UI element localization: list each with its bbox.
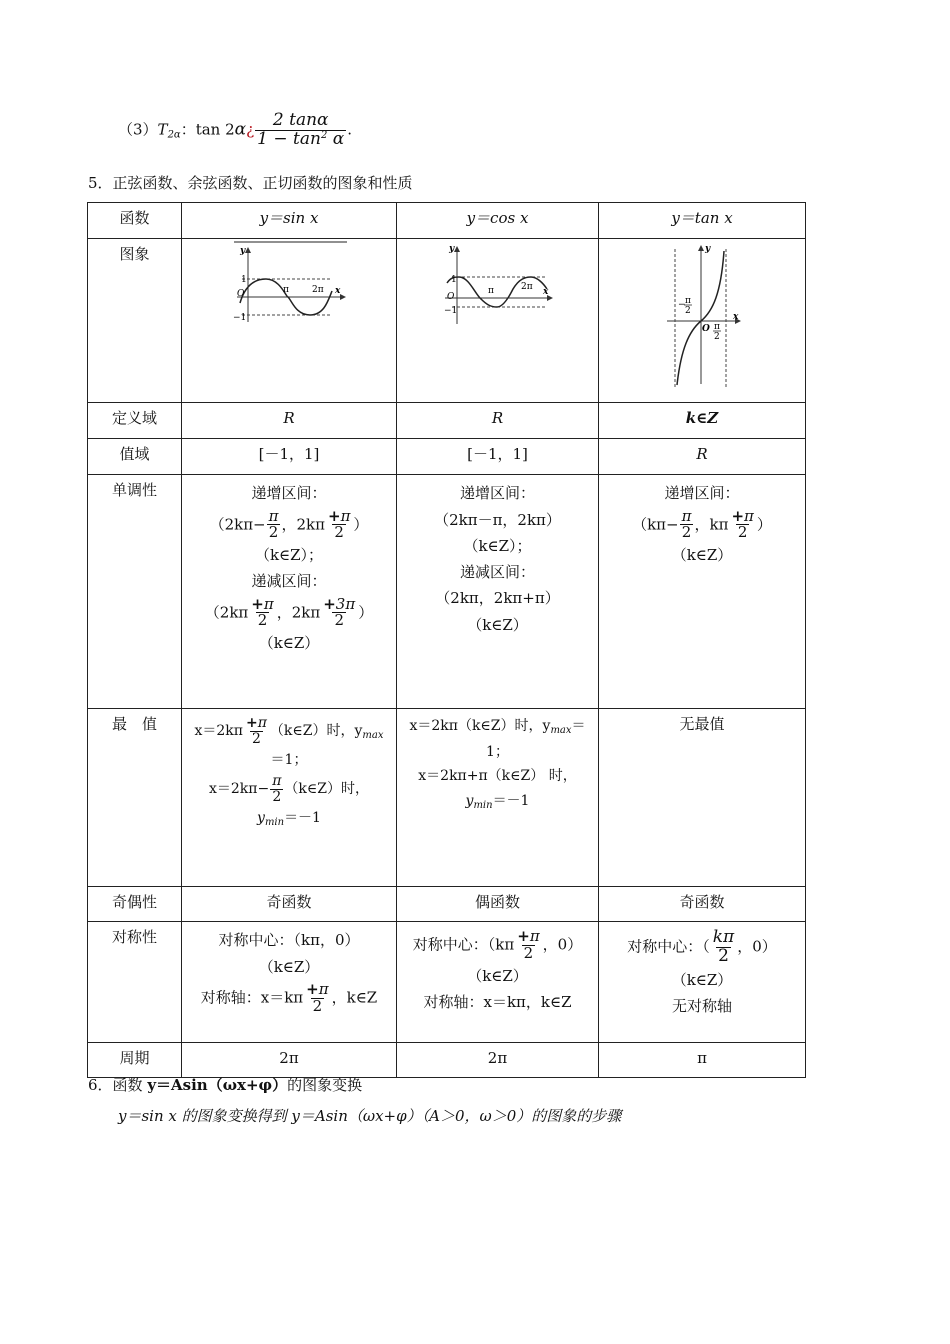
two-den: 2 [312, 996, 323, 1015]
parity-tan: 奇函数 [599, 887, 806, 922]
cos-inc-label: 递增区间： [459, 484, 535, 503]
den-part-a: 1 − ta [257, 128, 311, 149]
plus-sign: + [517, 927, 530, 946]
sin-max-a: x＝2kπ [194, 723, 243, 740]
plus-sign: + [245, 715, 258, 732]
pi-num: π [257, 715, 267, 732]
row-extremum [88, 709, 806, 887]
pi-num: π [318, 979, 329, 998]
cos-sym-center [401, 929, 594, 962]
two-den: 2 [523, 944, 534, 962]
plus-sign: + [327, 506, 341, 525]
tan-sym-axis: 无对称轴 [671, 997, 732, 1016]
cos-sym-axis: 对称轴：x＝kπ，k∈Z [423, 993, 572, 1011]
range-sin: [－1，1] [182, 439, 397, 475]
cos-min-value: ＝－1 [492, 793, 530, 810]
cos-min-line1: x＝2kπ+π（k∈Z） 时， [418, 768, 577, 785]
sin-min-b: （k∈Z）时， [284, 781, 369, 798]
cos-neg1: −1 [444, 306, 458, 316]
tan-sym-kz: （k∈Z） [671, 970, 733, 989]
tan-inc-label: 递增区间： [664, 484, 740, 503]
tan-inc-frac2 [729, 506, 755, 542]
cos-one: 1 [451, 275, 457, 285]
two-den: 2 [257, 611, 268, 630]
formula-alpha: α [234, 119, 247, 140]
sin-dec-label: 递减区间： [251, 572, 327, 591]
section-6-title [88, 1074, 362, 1095]
threepi-num: 3π [335, 594, 356, 613]
period-sin: 2π [182, 1043, 397, 1078]
sin-max-b: （k∈Z）时，y [269, 723, 363, 740]
pi-num: π [263, 594, 274, 613]
sin-sym-kz: （k∈Z） [258, 957, 320, 976]
hdr-function: 函数 [88, 203, 182, 239]
tan-pos-two: 2 [714, 332, 720, 342]
pi-num: π [268, 506, 279, 525]
mono-sin [182, 475, 397, 709]
domain-label: 定义域 [88, 403, 182, 439]
sym-cos [397, 922, 599, 1043]
tan-neg-sign: − [678, 300, 686, 310]
hdr-tan-text: y＝tan x [671, 209, 733, 227]
sin-one: 1 [241, 275, 247, 285]
sin-x-arrow [340, 294, 346, 300]
tan-center-b: ，0） [737, 937, 777, 956]
cos-graph [397, 239, 599, 395]
sym-sin [182, 922, 397, 1043]
sin-pi: π [283, 285, 289, 295]
sin-inc-b: ，2kπ [281, 514, 325, 533]
domain-cos [397, 403, 599, 439]
period-cos: 2π [397, 1043, 599, 1078]
cos-min-sub: min [473, 800, 493, 812]
sin-inc-label: 递增区间： [251, 484, 327, 503]
sin-dec-interval [186, 594, 392, 630]
mono-tan [599, 475, 806, 709]
two-den: 2 [737, 523, 748, 542]
sin-dec-c: ） [358, 602, 374, 621]
section-6-formula: y＝Asin（ωx+φ） [147, 1076, 288, 1094]
plus-sign: + [323, 594, 336, 613]
sin-sym-axis [186, 979, 392, 1015]
max-cos [397, 709, 599, 887]
hdr-tan [599, 203, 806, 239]
sin-sym-center: 对称中心：（kπ，0） [218, 931, 360, 950]
tan-inc-b: ，kπ [694, 514, 729, 533]
cos-min-y: y [465, 793, 474, 810]
cos-inc-kz: （k∈Z）； [463, 536, 532, 555]
cos-y-arrow [454, 246, 460, 252]
tan-center-a: 对称中心：（ [627, 937, 710, 956]
max-tan: 无最值 [599, 709, 806, 887]
row-monotonicity [88, 475, 806, 709]
cos-sym-kz: （k∈Z） [467, 966, 528, 985]
sin-graph [182, 239, 397, 395]
graph-sin-cell [182, 239, 397, 403]
formula-t: T [157, 120, 168, 139]
tan-graph [599, 239, 806, 395]
sin-max-frac [244, 716, 269, 746]
cos-inc-interval: （2kπ－π，2kπ） [434, 510, 561, 529]
two-den: 2 [268, 523, 279, 542]
row-domain [88, 403, 806, 439]
kpi-num: kπ [712, 927, 735, 948]
tan-x-label: x [733, 312, 739, 322]
row-symmetry [88, 922, 806, 1043]
two-den: 2 [272, 789, 282, 805]
max-label: 最 值 [88, 709, 182, 887]
tan-inc-interval [603, 506, 801, 542]
sin-inc-frac1 [267, 506, 281, 542]
sin-dec-frac2 [321, 594, 357, 630]
pi-num: π [744, 506, 754, 525]
sin-origin: O [237, 289, 245, 299]
formula-denominator [255, 130, 346, 149]
hdr-cos-text: y＝cos x [466, 209, 529, 227]
sin-dec-frac1 [249, 594, 275, 630]
den-part-b: α [327, 128, 345, 149]
domain-tan-text: k∈Z [685, 409, 719, 428]
sin-x-label: x [335, 286, 341, 296]
plus-sign: + [306, 979, 319, 998]
tan-inc-kz: （k∈Z） [671, 546, 733, 564]
sin-inc-a: （2kπ− [209, 514, 266, 533]
sin-y-label: y [240, 246, 246, 256]
sin-dec-a: （2kπ [204, 602, 249, 621]
sin-y-arrow [245, 247, 251, 253]
plus-sign: + [731, 506, 745, 525]
hdr-cos [397, 203, 599, 239]
cos-center-frac [515, 929, 541, 962]
graph-cos-cell [397, 239, 599, 403]
parity-cos: 偶函数 [397, 887, 599, 922]
cos-y-label: y [449, 244, 455, 254]
mono-label: 单调性 [88, 475, 182, 709]
cos-origin: O [447, 292, 455, 302]
pi-num: π [340, 506, 351, 525]
sin-min-sub: min [264, 816, 285, 828]
period-tan: π [599, 1043, 806, 1078]
tan-y-label: y [705, 244, 711, 254]
plus-sign: + [251, 594, 264, 613]
row-graph [88, 239, 806, 403]
pi-num: π [681, 506, 692, 525]
sin-axis-a: 对称轴：x＝kπ [200, 988, 304, 1006]
tan-sym-center [603, 929, 801, 966]
formula-numerator: 2 tanα [272, 110, 329, 130]
cos-min-line2 [401, 791, 594, 814]
domain-tan [599, 403, 806, 439]
tan-inc-a: （kπ− [632, 514, 679, 533]
pi-num: π [529, 927, 540, 946]
cos-dec-label: 递减区间： [459, 563, 535, 581]
sin-axis-b: ，k∈Z [331, 988, 378, 1006]
tan-inc-c: ） [756, 514, 772, 533]
formula-colon: ：tan 2 [180, 120, 235, 139]
cos-x-label: x [543, 287, 549, 297]
range-tan-text: R [696, 445, 708, 464]
cos-max-line1 [401, 716, 594, 739]
sin-max-sub: max [362, 730, 384, 742]
sin-inc-frac2 [326, 506, 352, 542]
sin-dec-kz: （k∈Z） [258, 634, 320, 652]
two-den: 2 [334, 611, 344, 630]
formula-glyph: ¿ [246, 120, 255, 139]
trig-properties-table [87, 202, 806, 1078]
sym-tan [599, 922, 806, 1043]
mono-cos [397, 475, 599, 709]
pi-num: π [272, 773, 282, 790]
row-parity [88, 887, 806, 922]
formula-fraction [255, 112, 346, 149]
section-6-body: y＝sin x 的图象变换得到 y＝Asin（ωx+φ）（A＞0，ω＞0）的图象的步骤 [118, 1107, 622, 1125]
tan-center-frac [711, 929, 736, 966]
row-period [88, 1043, 806, 1078]
max-sin [182, 709, 397, 887]
sym-label: 对称性 [88, 922, 182, 1043]
range-label: 值域 [88, 439, 182, 475]
sin-min-line1 [186, 774, 392, 804]
range-cos: [－1，1] [397, 439, 599, 475]
graph-label: 图象 [88, 239, 182, 403]
sin-min-line2 [186, 808, 392, 831]
graph-tan-cell [599, 239, 806, 403]
sin-inc-c: ） [353, 514, 369, 533]
formula-label: （3） [118, 120, 158, 139]
sin-max-line1 [186, 716, 392, 746]
sin-neg1: −1 [233, 313, 247, 323]
sin-inc-interval [186, 506, 392, 542]
two-den: 2 [251, 730, 261, 747]
cos-max-a: x＝2kπ（k∈Z）时，y [409, 718, 551, 735]
cos-dec-interval: （2kπ，2kπ+π） [435, 589, 560, 608]
domain-cos-text: R [491, 409, 504, 428]
cos-max-eq: ＝ [571, 718, 586, 735]
sin-dec-b: ，2kπ [276, 602, 321, 621]
tan-neg-pi: π [685, 296, 691, 306]
tan-inc-frac1 [680, 506, 694, 542]
hdr-sin-text: y＝sin x [259, 209, 319, 227]
formula-3 [118, 112, 352, 149]
cos-center-b: ，0） [542, 935, 583, 954]
row-range [88, 439, 806, 475]
two-den: 2 [718, 946, 729, 967]
den-sup: 2 [320, 129, 328, 141]
section-6-prefix: 6．函数 [88, 1076, 148, 1094]
sin-min-a: x＝2kπ− [209, 781, 270, 798]
hdr-sin [182, 203, 397, 239]
sin-min-frac [270, 774, 283, 804]
parity-sin: 奇函数 [182, 887, 397, 922]
period-label: 周期 [88, 1043, 182, 1078]
sin-min-value: ＝－1 [284, 809, 321, 826]
cos-twopi: 2π [521, 282, 533, 292]
cos-center-a: 对称中心：（kπ [412, 935, 515, 954]
sin-twopi: 2π [312, 285, 324, 295]
two-den: 2 [334, 523, 344, 542]
domain-sin-text: R [283, 409, 295, 428]
section-5-title: 5．正弦函数、余弦函数、正切函数的图象和性质 [88, 174, 413, 192]
section-6-suffix: 的图象变换 [287, 1076, 363, 1094]
sin-min-y: y [257, 809, 265, 826]
cos-dec-kz: （k∈Z） [467, 615, 528, 634]
cos-max-line2: 1； [486, 743, 509, 760]
domain-sin [182, 403, 397, 439]
tan-y-arrow [698, 245, 704, 251]
two-den: 2 [681, 523, 692, 542]
den-part-n: n [310, 128, 321, 149]
sin-max-line2: ＝1； [270, 751, 308, 768]
cos-pi: π [488, 286, 494, 296]
cos-max-sub: max [550, 725, 572, 737]
parity-label: 奇偶性 [88, 887, 182, 922]
row-header [88, 203, 806, 239]
range-tan [599, 439, 806, 475]
sin-inc-kz: （k∈Z）； [254, 546, 324, 564]
tan-pos-pi: π [714, 322, 720, 332]
tan-neg-two: 2 [685, 306, 691, 316]
formula-dot: . [347, 120, 353, 139]
sin-axis-frac [304, 979, 330, 1015]
tan-origin: O [702, 324, 710, 334]
formula-t-sub: 2α [167, 129, 181, 141]
